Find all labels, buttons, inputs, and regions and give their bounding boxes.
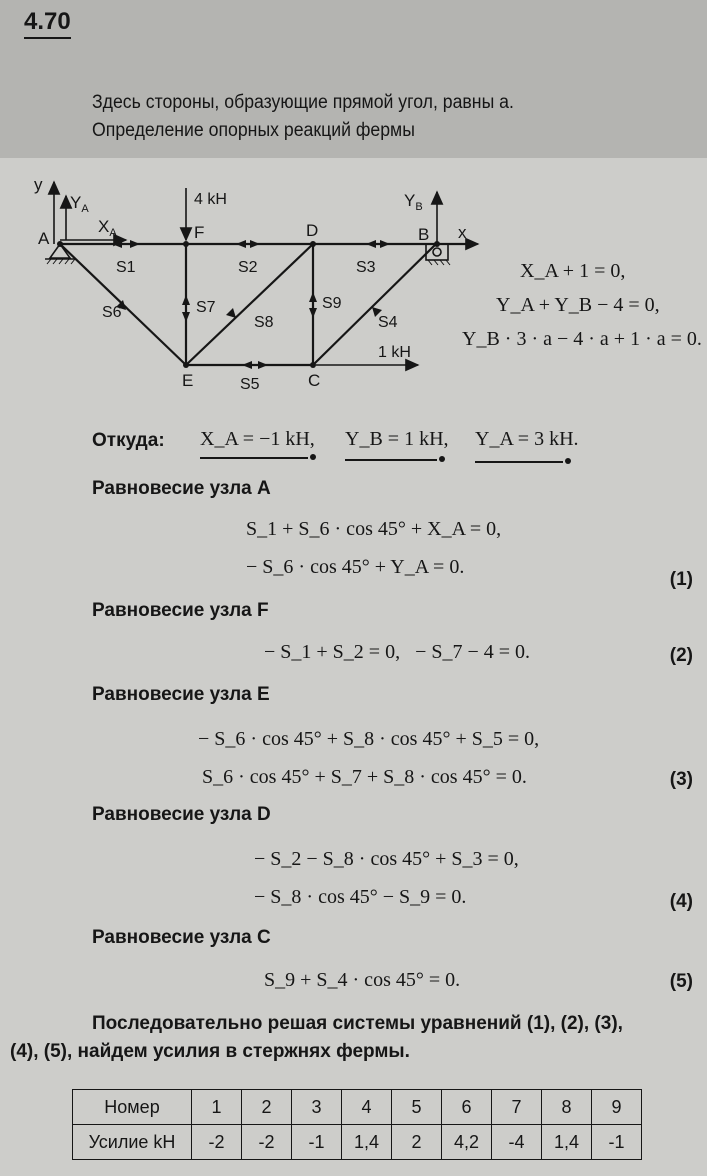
member-label-s6: S6 bbox=[102, 304, 122, 321]
table-cell: 1,4 bbox=[342, 1125, 392, 1160]
table-cell: 4 bbox=[342, 1090, 392, 1125]
reaction-yb-label: $Y_B$ bbox=[404, 191, 423, 213]
table-cell: -2 bbox=[192, 1125, 242, 1160]
node-label-b: B bbox=[418, 225, 430, 244]
forces-table bbox=[72, 1089, 642, 1160]
table-cell: 5 bbox=[392, 1090, 442, 1125]
support-b bbox=[426, 244, 450, 265]
equation-d-2: − S_8 · cos 45° − S_9 = 0. bbox=[254, 886, 467, 908]
heading-node-e: Равновесие узла E bbox=[92, 684, 270, 705]
node-label-f: F bbox=[194, 223, 205, 242]
table-row-forces bbox=[73, 1125, 642, 1160]
member-label-s3: S3 bbox=[356, 259, 376, 276]
intro-line-2: Определение опорных реакций фермы bbox=[92, 120, 415, 141]
member-label-s1: S1 bbox=[116, 259, 136, 276]
conclusion-line-1: Последовательно решая системы уравнений (1), (2), (3), bbox=[92, 1013, 623, 1034]
member-label-s2: S2 bbox=[238, 259, 258, 276]
equation-number-5: (5) bbox=[669, 971, 693, 992]
table-cell: -1 bbox=[292, 1125, 342, 1160]
equation-number-1: (1) bbox=[669, 569, 693, 590]
node-label-a: A bbox=[38, 229, 50, 248]
heading-node-f: Равновесие узла F bbox=[92, 600, 269, 621]
table-cell: 1 bbox=[192, 1090, 242, 1125]
load-4kh-label: 4 kH bbox=[194, 191, 227, 208]
table-cell: 4,2 bbox=[442, 1125, 492, 1160]
reaction-equation-2: Y_A + Y_B − 4 = 0, bbox=[496, 294, 660, 316]
result-xa: X_A = −1 kH, bbox=[200, 428, 315, 450]
member-label-s9: S9 bbox=[322, 295, 342, 312]
table-cell: 2 bbox=[242, 1090, 292, 1125]
table-cell: -1 bbox=[592, 1125, 642, 1160]
table-cell: 7 bbox=[492, 1090, 542, 1125]
equation-c-1: S_9 + S_4 · cos 45° = 0. bbox=[264, 969, 461, 991]
results-prefix: Откуда: bbox=[92, 430, 165, 451]
member-label-s7: S7 bbox=[196, 299, 216, 316]
equation-a-2: − S_6 · cos 45° + Y_A = 0. bbox=[246, 556, 465, 578]
heading-node-a: Равновесие узла A bbox=[92, 478, 271, 499]
reaction-xa-label: $X_A$ bbox=[98, 217, 117, 239]
node-label-e: E bbox=[182, 371, 194, 390]
equation-f-1: − S_1 + S_2 = 0, − S_7 − 4 = 0. bbox=[264, 641, 531, 663]
load-1kh-label: 1 kH bbox=[378, 344, 411, 361]
reaction-ya-label: $Y_A$ bbox=[70, 193, 89, 215]
table-cell: 6 bbox=[442, 1090, 492, 1125]
table-cell: 8 bbox=[542, 1090, 592, 1125]
heading-node-d: Равновесие узла D bbox=[92, 804, 271, 825]
problem-number: 4.70 bbox=[24, 8, 71, 39]
heading-node-c: Равновесие узла C bbox=[92, 927, 271, 948]
node-label-c: C bbox=[308, 371, 321, 390]
result-yb: Y_B = 1 kH, bbox=[345, 428, 449, 450]
table-row-label-force: Усилие kH bbox=[73, 1125, 192, 1160]
table-row-numbers bbox=[73, 1090, 642, 1125]
result-yb-underline bbox=[345, 459, 437, 461]
table-cell: 3 bbox=[292, 1090, 342, 1125]
equation-e-1: − S_6 · cos 45° + S_8 · cos 45° + S_5 = 0, bbox=[198, 728, 540, 750]
table-cell: -4 bbox=[492, 1125, 542, 1160]
reaction-equation-1: X_A + 1 = 0, bbox=[520, 260, 626, 282]
intro-line-1: Здесь стороны, образующие прямой угол, равны a. bbox=[92, 92, 514, 113]
member-label-s8: S8 bbox=[254, 314, 274, 331]
x-axis-label: x bbox=[458, 223, 467, 242]
table-cell: -2 bbox=[242, 1125, 292, 1160]
result-xa-underline bbox=[200, 457, 308, 459]
table-row-label-number: Номер bbox=[73, 1090, 192, 1125]
result-ya: Y_A = 3 kH. bbox=[475, 428, 579, 450]
equation-number-3: (3) bbox=[669, 769, 693, 790]
member-label-s5: S5 bbox=[240, 376, 260, 393]
y-axis-label: y bbox=[34, 175, 43, 194]
table-cell: 9 bbox=[592, 1090, 642, 1125]
node-label-d: D bbox=[306, 221, 319, 240]
equation-number-2: (2) bbox=[669, 645, 693, 666]
equation-number-4: (4) bbox=[669, 891, 693, 912]
reaction-equation-3: Y_B · 3 · a − 4 · a + 1 · a = 0. bbox=[462, 328, 702, 350]
equation-a-1: S_1 + S_6 · cos 45° + X_A = 0, bbox=[246, 518, 502, 540]
table-cell: 1,4 bbox=[542, 1125, 592, 1160]
result-ya-underline bbox=[475, 461, 563, 463]
equation-d-1: − S_2 − S_8 · cos 45° + S_3 = 0, bbox=[254, 848, 519, 870]
equation-e-2: S_6 · cos 45° + S_7 + S_8 · cos 45° = 0. bbox=[202, 766, 527, 788]
member-label-s4: S4 bbox=[378, 314, 398, 331]
conclusion-line-2: (4), (5), найдем усилия в стержнях фермы. bbox=[10, 1041, 410, 1062]
table-cell: 2 bbox=[392, 1125, 442, 1160]
